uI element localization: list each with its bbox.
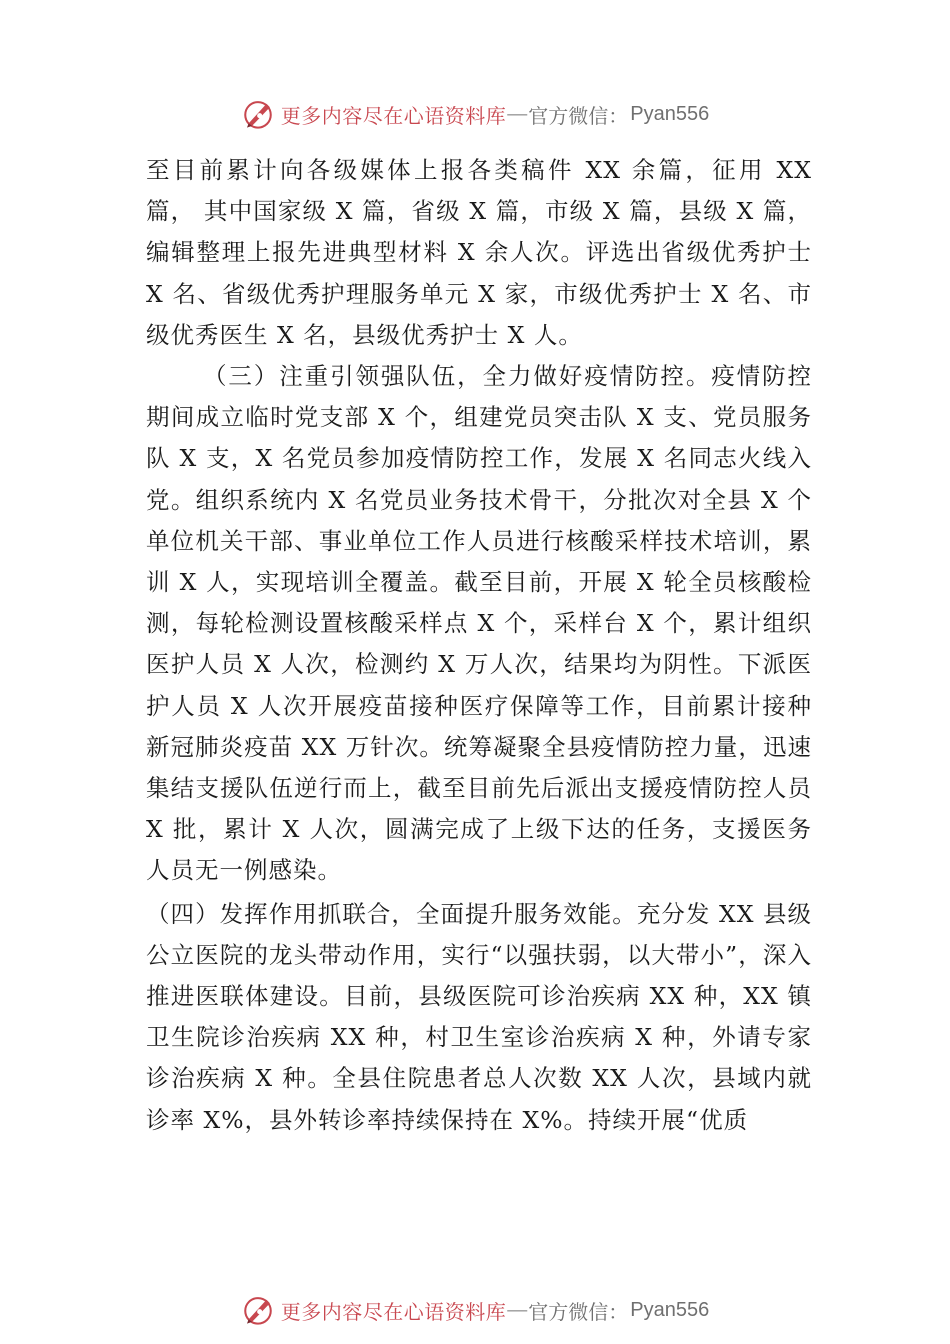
pen-logo-icon [241,97,275,131]
paragraph-2: （三）注重引领强队伍，全力做好疫情防控。疫情防控期间成立临时党支部 X 个，组建党员突击队 X 支、党员服务队 X 支，X 名党员参加疫情防控工作，发展 X 名同志火线入党。组织系统内 X 名党员业务技术骨干，分批次对全县 X 个单位机关干部、事业单位工作人员进行核酸采样技术培训，累训 X 人，实现培训全覆盖。截至目前，开展 X 轮全员核酸检测，每轮检测设置核酸采样点 X 个，采样台 X 个，累计组织医护人员 X 人次，检测约 X 万人次，结果均为阴性。下派医护人员 X 人次开展疫苗接种医疗保障等工作，目前累计接种新冠肺炎疫苗 XX 万针次。统筹凝聚全县疫情防控力量，迅速集结支援队伍逆行而上，截至目前先后派出支援疫情防控人员 X 批，累计 X 人次，圆满完成了上级下达的任务，支援医务人员无一例感染。 [146,362,812,885]
pen-logo-icon [241,1293,275,1327]
footer-watermark [0,1290,950,1330]
paragraph-3: （四）发挥作用抓联合，全面提升服务效能。充分发 XX 县级公立医院的龙头带动作用，实行“以强扶弱，以大带小”，深入推进医联体建设。目前，县级医院可诊治疾病 XX 种，XX 镇卫生院诊治疾病 XX 种，村卫生室诊治疾病 X 种，外请专家诊治疾病 X 种。全县住院患者总人次数 XX 人次，县域内就诊率 X%，县外转诊率持续保持在 X%。持续开展“优质 [146,899,812,1134]
paragraph-1: 至目前累计向各级媒体上报各类稿件 XX 余篇，征用 XX 篇， 其中国家级 X 篇，省级 X 篇，市级 X 篇，县级 X 篇，编辑整理上报先进典型材料 X 余人次。评选出省级优秀护士 X 名、省级优秀护理服务单元 X 家，市级优秀护士 X 名、市级优秀医生 X 名，县级优秀护士 X 人。 [146,156,812,349]
watermark-dash: — [507,102,528,125]
watermark-dash: — [507,1298,528,1321]
watermark-wechat-id: Pyan556 [630,102,710,125]
watermark-wechat-id: Pyan556 [630,1298,710,1321]
watermark-wechat-label: 官方微信： [528,103,629,128]
watermark-title: 更多内容尽在心语资料库 [280,1299,507,1324]
header-watermark [0,94,950,134]
watermark-title: 更多内容尽在心语资料库 [280,103,507,128]
watermark-wechat-label: 官方微信： [528,1299,629,1324]
document-body [146,150,812,1141]
